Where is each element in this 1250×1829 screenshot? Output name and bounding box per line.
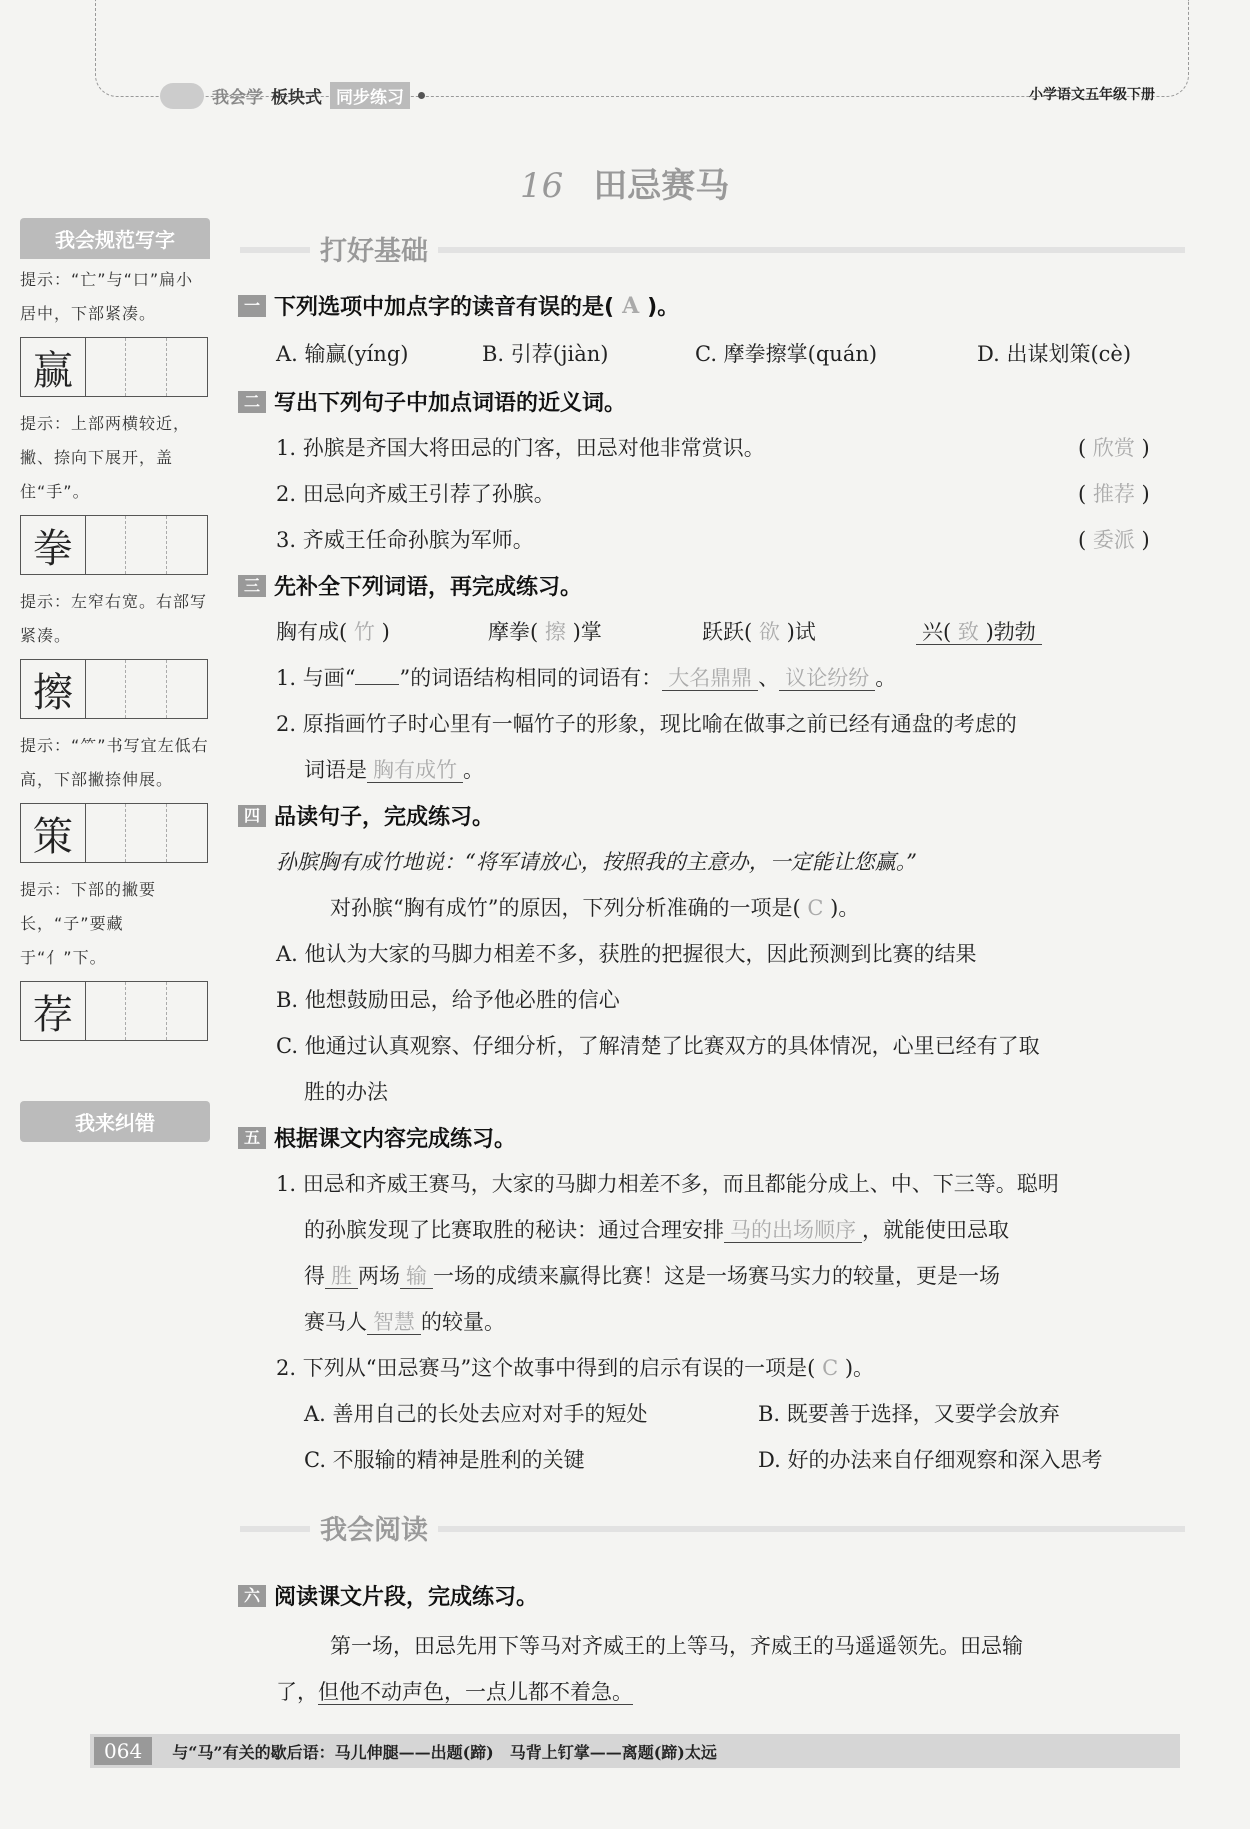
section-basics: 打好基础 <box>240 233 1185 263</box>
q6-passage-line2: 了，但他不动声色，一点儿都不着急。 <box>276 1680 633 1704</box>
hint-4: 提示：“⺮”书写宜左低右高，下部撇捺伸展。 <box>20 736 209 789</box>
q3-sub-2-line2: 词语是 胸有成竹 。 <box>304 758 484 782</box>
q5-p1-line3: 得 胜 两场 输 一场的成绩来赢得比赛！这是一场赛马实力的较量，更是一场 <box>304 1264 1000 1288</box>
q4-option-b: B. 他想鼓励田忌，给予他必胜的信心 <box>276 988 620 1012</box>
q4-option-c-2: 胜的办法 <box>304 1080 388 1104</box>
lesson-name: 田忌赛马 <box>593 166 730 206</box>
question-4: 四 品读句子，完成练习。 <box>238 800 494 831</box>
sidebar <box>20 218 210 1142</box>
sidebar-tab-correct: 我来纠错 <box>20 1101 210 1142</box>
q1-option-b: B. 引荐(jiàn) <box>482 342 609 366</box>
writing-grid-2: 拳 <box>20 515 208 575</box>
q5-option-d: D. 好的办法来自仔细观察和深入思考 <box>758 1448 1103 1472</box>
header-brand <box>160 82 425 109</box>
q6-passage-line1: 第一场，田忌先用下等马对齐威王的上等马，齐威王的马遥遥领先。田忌输 <box>330 1634 1023 1658</box>
q4-option-c-1: C. 他通过认真观察、仔细分析，了解清楚了比赛双方的具体情况，心里已经有了取 <box>276 1034 1040 1058</box>
question-6: 六 阅读课文片段，完成练习。 <box>238 1580 538 1611</box>
q3-word-1: 胸有成( 竹 ) <box>276 620 390 644</box>
hint-2: 提示：上部两横较近，撇、捺向下展开，盖住“手”。 <box>20 414 191 501</box>
q2-item-2: 2. 田忌向齐威王引荐了孙膑。 <box>276 482 555 506</box>
q5-p2: 2. 下列从“田忌赛马”这个故事中得到的启示有误的一项是( C )。 <box>276 1356 875 1380</box>
writing-grid-5: 荐 <box>20 981 208 1041</box>
question-2: 二 写出下列句子中加点词语的近义词。 <box>238 386 626 417</box>
question-3: 三 先补全下列词语，再完成练习。 <box>238 570 582 601</box>
writing-grid-1: 赢 <box>20 337 208 397</box>
q5-option-a: A. 善用自己的长处去应对对手的短处 <box>304 1402 648 1426</box>
q2-answer-1: ( 欣赏 ) <box>1078 436 1150 460</box>
lesson-number: 16 <box>520 166 564 206</box>
brand-logo-icon <box>160 83 204 109</box>
q3-sub-1: 1. 与画“ ”的词语结构相同的词语有： 大名鼎鼎 、 议论纷纷 。 <box>276 666 897 690</box>
question-5: 五 根据课文内容完成练习。 <box>238 1122 516 1153</box>
writing-grid-3: 擦 <box>20 659 208 719</box>
q3-word-3: 跃跃( 欲 )试 <box>702 620 816 644</box>
q3-sub-2-line1: 2. 原指画竹子时心里有一幅竹子的形象，现比喻在做事之前已经有通盘的考虑的 <box>276 712 1017 736</box>
hint-1: 提示：“亡”与“口”扁小居中，下部紧凑。 <box>20 270 194 323</box>
q4-quote: 孙膑胸有成竹地说：“将军请放心，按照我的主意办，一定能让您赢。” <box>276 850 917 874</box>
q5-p1-line1: 1. 田忌和齐威王赛马，大家的马脚力相差不多，而且都能分成上、中、下三等。聪明 <box>276 1172 1059 1196</box>
brand-a: 我会学 <box>212 88 263 108</box>
q1-option-d: D. 出谋划策(cè) <box>977 342 1132 366</box>
writing-grid-4: 策 <box>20 803 208 863</box>
q4-ask: 对孙膑“胸有成竹”的原因，下列分析准确的一项是( C )。 <box>330 896 860 920</box>
hint-5: 提示：下部的撇要长，“子”要藏于“亻”下。 <box>20 880 157 967</box>
grade-label: 小学语文五年级下册 <box>1029 87 1155 103</box>
question-1: 一 下列选项中加点字的读音有误的是( A )。 <box>238 290 679 321</box>
section-reading: 我会阅读 <box>240 1512 1185 1542</box>
footer-proverb: 与“马”有关的歇后语：马儿伸腿——出题(蹄) 马背上钉掌——离题(蹄)太远 <box>172 1742 717 1762</box>
page-number: 064 <box>94 1737 152 1765</box>
brand-b: 板块式 <box>271 88 322 108</box>
q3-word-4: 兴( 致 )勃勃 <box>916 616 1042 646</box>
q4-option-a: A. 他认为大家的马脚力相差不多，获胜的把握很大，因此预测到比赛的结果 <box>276 942 977 966</box>
brand-c: 同步练习 <box>330 82 410 109</box>
sidebar-tab-writing: 我会规范写字 <box>20 218 210 259</box>
dot-icon <box>418 92 425 99</box>
q5-option-c: C. 不服输的精神是胜利的关键 <box>304 1448 585 1472</box>
q2-answer-3: ( 委派 ) <box>1078 528 1150 552</box>
lesson-title <box>520 158 729 207</box>
q1-option-c: C. 摩拳擦掌(quán) <box>695 342 878 366</box>
q3-word-2: 摩拳( 擦 )掌 <box>488 620 602 644</box>
q5-p1-line2: 的孙膑发现了比赛取胜的秘诀：通过合理安排 马的出场顺序 ，就能使田忌取 <box>304 1218 1009 1242</box>
q5-p1-line4: 赛马人 智慧 的较量。 <box>304 1310 505 1334</box>
q2-item-1: 1. 孙膑是齐国大将田忌的门客，田忌对他非常赏识。 <box>276 436 765 460</box>
footer-bar <box>90 1734 1180 1768</box>
q2-answer-2: ( 推荐 ) <box>1078 482 1150 506</box>
q5-option-b: B. 既要善于选择，又要学会放弃 <box>758 1402 1060 1426</box>
hint-3: 提示：左窄右宽。右部写紧凑。 <box>20 592 208 645</box>
q1-option-a: A. 输赢(yíng) <box>276 342 409 366</box>
q2-item-3: 3. 齐威王任命孙膑为军师。 <box>276 528 534 552</box>
